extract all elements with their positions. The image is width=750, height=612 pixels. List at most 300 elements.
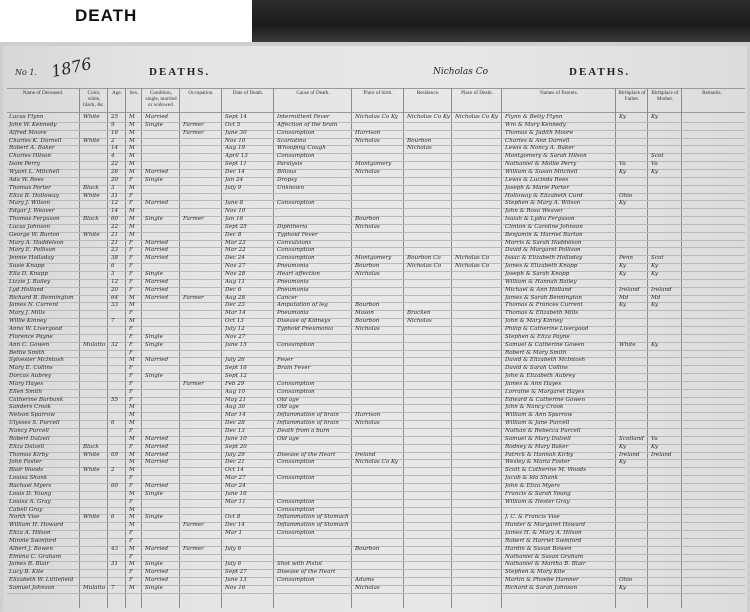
cell-place: Nicholas Co xyxy=(455,255,490,262)
cell-name: Mary E. Collins xyxy=(9,365,53,372)
cell-cond: Single xyxy=(145,561,163,568)
cell-sex: F xyxy=(129,176,133,183)
cell-fb: Ky xyxy=(619,459,626,466)
cell-mb: Ky xyxy=(651,168,658,175)
cell-name: Willie Kinney xyxy=(9,318,47,325)
cell-cause: Bilious xyxy=(277,168,297,175)
death-record-row xyxy=(7,185,745,193)
cell-name: John Foster xyxy=(9,459,42,466)
death-record-row xyxy=(7,499,745,507)
cell-cause: Pneumonia xyxy=(277,310,309,317)
cell-cause: Old age xyxy=(277,404,299,411)
cell-date: Mar 27 xyxy=(225,475,246,482)
death-record-row xyxy=(7,247,745,255)
cell-fb: Md xyxy=(619,294,629,301)
death-record-row xyxy=(7,365,745,373)
death-record-row xyxy=(7,279,745,287)
cell-birth: Nicholas xyxy=(355,585,380,591)
death-record-row xyxy=(7,436,745,444)
death-record-row xyxy=(7,232,745,240)
cell-date: Dec 28 xyxy=(225,420,245,427)
column-header: Birthplace of Father. xyxy=(618,90,646,102)
cell-sex: F xyxy=(129,577,133,584)
cell-sex: F xyxy=(129,373,133,380)
death-record-row xyxy=(7,302,745,310)
cell-parents: Lorraine & Margaret Hayes xyxy=(505,388,585,395)
cell-date: Sept 25 xyxy=(225,223,247,230)
death-record-row xyxy=(7,483,745,491)
cell-sex: M xyxy=(129,114,135,120)
cell-name: Isom Perry xyxy=(9,161,40,168)
cell-date: Oct 13 xyxy=(225,318,244,325)
cell-age: 2 xyxy=(111,467,115,474)
cell-cond: Single xyxy=(145,216,163,223)
cell-mb: Va xyxy=(651,161,658,168)
cell-name: John W. Kennedy xyxy=(9,121,57,128)
cell-name: Bettie Smith xyxy=(9,349,45,356)
cell-date: Dec 6 xyxy=(225,286,242,293)
cell-birth: Bourbon xyxy=(355,545,380,552)
cell-date: April 13 xyxy=(225,153,248,160)
cell-parents: Morris & Sarah Haddelson xyxy=(505,239,582,246)
cell-cond: Single xyxy=(145,176,163,183)
cell-cond: Single xyxy=(145,585,163,591)
county-name: Nicholas Co xyxy=(433,67,489,77)
cell-color: Mulatto xyxy=(83,585,106,591)
cell-parents: Nathaniel & Susan Graham xyxy=(505,553,584,560)
death-record-row xyxy=(7,381,745,389)
cell-date: Mar 24 xyxy=(225,482,246,489)
cell-name: Charles K. Darnell xyxy=(9,137,62,144)
death-record-row xyxy=(7,177,745,185)
cell-name: Elizabeth W. Littlefield xyxy=(9,577,74,584)
cell-cond: Married xyxy=(145,443,169,450)
cell-name: Susie Knapp xyxy=(9,263,45,270)
cell-date: July 6 xyxy=(225,545,242,552)
cell-sex: M xyxy=(129,585,135,591)
death-record-row xyxy=(7,373,745,381)
cell-sex: M xyxy=(129,184,135,191)
cell-cause: Old age xyxy=(277,396,299,403)
cell-age: 60 xyxy=(111,482,119,489)
cell-parents: Joseph & Sarah Knapp xyxy=(505,271,570,277)
death-record-row xyxy=(7,404,745,412)
death-record-row xyxy=(7,397,745,405)
cell-sex: M xyxy=(129,412,135,419)
cell-age: 26 xyxy=(111,168,119,175)
cell-date: Sept 27 xyxy=(225,569,247,576)
cell-parents: Richard & Sarah Johnson xyxy=(505,585,578,591)
cell-parents: Samuel & Catherine Gowen xyxy=(505,341,585,348)
cell-name: Edgar J. Weaver xyxy=(9,208,55,215)
cell-res: Bracken xyxy=(407,310,431,317)
cell-sex: M xyxy=(129,561,135,568)
cell-parents: Patrick & Hannah Kirby xyxy=(505,451,574,458)
cell-name: Dorcas Aubrey xyxy=(9,373,52,380)
cell-parents: Charles & Ann Darnell xyxy=(505,137,570,144)
death-record-row xyxy=(7,130,745,138)
cell-cause: Old age xyxy=(277,435,299,442)
cell-date: Dec 23 xyxy=(225,302,245,309)
cell-sex: F xyxy=(129,333,133,340)
cell-res: Bourbon Co xyxy=(407,255,441,262)
cell-date: Mar 14 xyxy=(225,412,246,419)
death-record-row xyxy=(7,271,745,279)
cell-cause: Inflammation of Stomach xyxy=(277,514,349,521)
cell-birth: Nicholas Co Ky xyxy=(355,459,398,466)
cell-cause: Dropsy xyxy=(277,176,298,183)
death-record-row xyxy=(7,507,745,515)
cell-cause: Pneumonia xyxy=(277,286,309,293)
cell-cause: Inflammation of brain xyxy=(277,412,339,419)
cell-cond: Single xyxy=(145,373,163,380)
cell-mb: Ky xyxy=(651,271,658,277)
cell-parents: Thomas & Elizabeth Mills xyxy=(505,310,579,317)
cell-sex: M xyxy=(129,318,135,325)
cell-parents: Stephen & Eliza Payne xyxy=(505,333,570,340)
cell-parents: Holloway & Elizabeth Curd xyxy=(505,192,583,199)
cell-cause: Consumption xyxy=(277,506,315,513)
death-record-row xyxy=(7,224,745,232)
cell-birth: Nicholas Co Ky xyxy=(355,114,398,120)
cell-parents: Joseph & Marie Porter xyxy=(505,184,569,191)
cell-fb: Scotland xyxy=(619,435,644,442)
cell-parents: Michael & Ann Holland xyxy=(505,286,572,293)
cell-parents: James H. & Mary A. Hilson xyxy=(505,530,582,537)
column-header: Age. xyxy=(112,90,122,96)
cell-name: James N. Current xyxy=(9,302,59,309)
cell-sex: M xyxy=(129,435,135,442)
column-header: Cause of Death. xyxy=(296,90,330,96)
cell-cause: Disease of Kidneys xyxy=(277,318,331,325)
cell-cond: Married xyxy=(145,239,169,246)
column-header: Occupation. xyxy=(188,90,214,96)
cell-date: Mar 1 xyxy=(225,530,243,537)
cell-occ: Farmer xyxy=(183,121,204,128)
death-record-row xyxy=(7,114,745,122)
cell-name: Lizzie J. Bailey xyxy=(9,278,51,285)
cell-name: Sanders Crook xyxy=(9,404,52,411)
cell-date: July 29 xyxy=(225,451,245,458)
cell-sex: F xyxy=(129,365,133,372)
cell-cond: Single xyxy=(145,490,163,497)
cell-date: July 6 xyxy=(225,561,242,568)
cell-name: Ann C. Gowen xyxy=(9,341,50,348)
cell-sex: F xyxy=(129,247,133,254)
cell-birth: Harrison xyxy=(355,412,381,419)
cell-age: 33 xyxy=(111,302,119,309)
page-title-left: DEATHS. xyxy=(149,66,211,78)
cell-sex: M xyxy=(129,490,135,497)
cell-date: July 26 xyxy=(225,357,245,364)
cell-sex: M xyxy=(129,459,135,466)
death-record-row xyxy=(7,389,745,397)
cell-sex: F xyxy=(129,263,133,270)
cell-cause: Consumption xyxy=(277,247,315,254)
cell-age: 12 xyxy=(111,200,119,207)
cell-cond: Single xyxy=(145,333,163,340)
cell-parents: William & Jane Purcell xyxy=(505,420,570,427)
cell-name: William H. Howard xyxy=(9,522,64,529)
cell-parents: John & Nancy Crook xyxy=(505,404,564,411)
cell-sex: M xyxy=(129,404,135,411)
cell-parents: William & Susan Mitchell xyxy=(505,168,578,175)
cell-date: Aug 11 xyxy=(225,278,246,285)
cell-sex: M xyxy=(129,294,135,301)
cell-mb: Md xyxy=(651,294,661,301)
column-header: Names of Parents. xyxy=(540,90,578,96)
column-header: Residence. xyxy=(416,90,440,96)
cell-fb: Ky xyxy=(619,200,626,207)
cell-parents: Montgomery & Sarah Hilson xyxy=(505,153,587,160)
cell-date: Nov 27 xyxy=(225,263,246,270)
cell-color: White xyxy=(83,514,100,521)
cell-occ: Farmer xyxy=(183,216,204,223)
cell-sex: M xyxy=(129,522,135,529)
cell-name: Samuel Johnson xyxy=(9,585,55,591)
cell-sex: F xyxy=(129,341,133,348)
cell-cause: Typhoid Pneumonia xyxy=(277,325,334,332)
cell-name: Mary A. Haddelson xyxy=(9,239,64,246)
cell-sex: M xyxy=(129,223,135,230)
cell-fb: Penn xyxy=(619,255,634,262)
page-title-right: DEATHS. xyxy=(569,66,631,78)
cell-cause: Death from a burn xyxy=(277,428,330,434)
cell-color: Black xyxy=(83,443,99,450)
cell-res: Nicholas xyxy=(407,318,432,325)
cell-birth: Mason xyxy=(355,310,374,317)
cell-name: Florence Payne xyxy=(9,333,53,340)
cell-date: Jan 24 xyxy=(225,176,244,183)
cell-age: 20 xyxy=(111,286,119,293)
cell-cond: Married xyxy=(145,294,169,301)
death-record-row xyxy=(7,561,745,569)
cell-date: June 8 xyxy=(225,200,244,207)
death-record-row xyxy=(7,240,745,248)
cell-cond: Married xyxy=(145,451,169,458)
death-record-row xyxy=(7,538,745,546)
death-record-row xyxy=(7,318,745,326)
cell-fb: Ky xyxy=(619,302,626,309)
row-rule xyxy=(7,593,745,594)
cell-sex: F xyxy=(129,271,133,277)
cell-cond: Married xyxy=(145,255,169,262)
cell-parents: David & Sarah Collins xyxy=(505,365,568,372)
cell-name: Ulysses S. Purcell xyxy=(9,420,60,427)
cell-birth: Nicholas xyxy=(355,137,380,144)
cell-parents: Flynn & Betty Flynn xyxy=(505,114,563,120)
cell-sex: F xyxy=(129,537,133,544)
cell-age: 4 xyxy=(111,153,115,160)
death-record-row xyxy=(7,475,745,483)
cell-birth: Montgomery xyxy=(355,255,392,262)
cell-sex: M xyxy=(129,216,135,223)
cell-sex: F xyxy=(129,475,133,482)
cell-name: Mary E. Pollison xyxy=(9,247,56,254)
cell-age: 23 xyxy=(111,247,119,254)
column-header: Date of Death. xyxy=(232,90,264,96)
cell-fb: Ohio xyxy=(619,192,633,199)
cell-cause: Consumption xyxy=(277,255,315,262)
cell-cause: Pneumonia xyxy=(277,263,309,270)
death-record-row xyxy=(7,342,745,350)
cell-name: Ada W. Rees xyxy=(9,176,44,183)
cell-age: 69 xyxy=(111,451,119,458)
cell-parents: Hardin & Susan Bowen xyxy=(505,545,572,552)
cell-name: Minnie Swinford xyxy=(9,537,57,544)
cell-date: Jan 16 xyxy=(225,216,244,223)
cell-name: Mary Hayes xyxy=(9,380,44,387)
cell-age: 6 xyxy=(111,514,115,521)
cell-sex: M xyxy=(129,231,135,238)
death-record-row xyxy=(7,412,745,420)
cell-color: White xyxy=(83,231,100,238)
cell-cond: Married xyxy=(145,435,169,442)
cell-age: 21 xyxy=(111,239,119,246)
cell-fb: Ky xyxy=(619,443,626,450)
cell-parents: John & Rosa Weaver xyxy=(505,208,563,215)
cell-cause: Consumption xyxy=(277,459,315,466)
death-record-row xyxy=(7,585,745,593)
cell-cause: Consumption xyxy=(277,341,315,348)
cell-cause: Consumption xyxy=(277,200,315,207)
cell-occ: Farmer xyxy=(183,380,204,387)
death-record-row xyxy=(7,200,745,208)
death-record-row xyxy=(7,350,745,358)
cell-sex: M xyxy=(129,302,135,309)
cell-sex: M xyxy=(129,545,135,552)
cell-date: May 21 xyxy=(225,396,247,403)
cell-cause: Diphtheria xyxy=(277,223,308,230)
cell-name: Mary J. Wilson xyxy=(9,200,51,207)
cell-name: Alfred Moore xyxy=(9,129,47,136)
cell-parents: Robert & Mary Smith xyxy=(505,349,567,356)
death-record-row xyxy=(7,546,745,554)
cell-birth: Bourbon xyxy=(355,302,380,309)
cell-age: 3 xyxy=(111,184,115,191)
death-record-row xyxy=(7,459,745,467)
cell-sex: F xyxy=(129,255,133,262)
cell-parents: Lewis & Nancy A. Baker xyxy=(505,145,575,152)
death-record-row xyxy=(7,577,745,585)
death-record-row xyxy=(7,357,745,365)
cell-birth: Ireland xyxy=(355,451,376,458)
cell-date: Dec 24 xyxy=(225,255,245,262)
death-record-row xyxy=(7,138,745,146)
cell-sex: F xyxy=(129,498,133,505)
cell-date: Oct 8 xyxy=(225,514,241,521)
cell-sex: M xyxy=(129,121,135,128)
cell-name: Nancy Purcell xyxy=(9,428,49,434)
death-record-row xyxy=(7,255,745,263)
cell-date: Dec 8 xyxy=(225,231,242,238)
death-record-row xyxy=(7,216,745,224)
cell-sex: M xyxy=(129,145,135,152)
cell-sex: M xyxy=(129,514,135,521)
cell-parents: James & Elizabeth Knapp xyxy=(505,263,578,270)
cell-color: White xyxy=(83,451,100,458)
cell-date: Sept 16 xyxy=(225,365,247,372)
cell-occ: Farmer xyxy=(183,522,204,529)
cell-birth: Nicholas xyxy=(355,223,380,230)
cell-name: Robert Dalzell xyxy=(9,435,50,442)
cell-cause: Disease of the Heart xyxy=(277,451,336,458)
cell-sex: F xyxy=(129,380,133,387)
death-record-row xyxy=(7,161,745,169)
cell-birth: Nicholas xyxy=(355,420,380,427)
cell-cond: Married xyxy=(145,247,169,254)
cell-date: June 15 xyxy=(225,341,247,348)
cell-sex: F xyxy=(129,325,133,332)
cell-parents: Philip & Catherine Livergood xyxy=(505,325,589,332)
death-record-row xyxy=(7,334,745,342)
cell-parents: Lewis & Lucinda Rees xyxy=(505,176,569,183)
cell-parents: Scott & Catherine M. Woods xyxy=(505,467,587,474)
cell-cause: Fever xyxy=(277,357,294,364)
cell-cause: Amputation of leg xyxy=(277,302,328,309)
cell-cause: Shot with Pistol xyxy=(277,561,322,568)
cell-age: 21 xyxy=(111,231,119,238)
cell-parents: Martin & Phoebe Hamner xyxy=(505,577,579,584)
cell-date: Dec 13 xyxy=(225,428,245,434)
death-record-row xyxy=(7,514,745,522)
cell-parents: Isaac & Elizabeth Holladay xyxy=(505,255,583,262)
cell-fb: Ky xyxy=(619,114,626,120)
cell-date: Feb 29 xyxy=(225,380,245,387)
cell-name: Richard B. Bennington xyxy=(9,294,74,301)
cell-cause: Heart affection xyxy=(277,271,320,277)
cell-name: North Vise xyxy=(9,514,40,521)
death-record-row xyxy=(7,452,745,460)
cell-color: White xyxy=(83,467,100,474)
cell-color: Mulatto xyxy=(83,341,106,348)
cell-parents: Stephen & Mary Kite xyxy=(505,569,566,576)
death-record-row xyxy=(7,420,745,428)
cell-date: Nov 16 xyxy=(225,585,246,591)
cell-name: Eliza Dalzell xyxy=(9,443,45,450)
cell-parents: Benjamin & Harriet Burton xyxy=(505,231,583,238)
cell-date: Nov 10 xyxy=(225,137,246,144)
cell-cause: Consumption xyxy=(277,498,315,505)
cell-cond: Married xyxy=(145,357,169,364)
cell-parents: Thomas & Judith Moore xyxy=(505,129,574,136)
cell-date: Oct 14 xyxy=(225,467,244,474)
cell-date: Mar 11 xyxy=(225,498,246,505)
scanned-register xyxy=(0,42,750,612)
death-record-row xyxy=(7,326,745,334)
cell-parents: J. C. & Francis Vise xyxy=(505,514,560,521)
cell-name: Robert A. Baker xyxy=(9,145,55,152)
death-record-row xyxy=(7,310,745,318)
cell-name: Lucas Johnson xyxy=(9,223,51,230)
cell-sex: M xyxy=(129,129,135,136)
cell-parents: Hunter & Margaret Howard xyxy=(505,522,586,529)
cell-sex: M xyxy=(129,208,135,215)
cell-parents: Jacob & Ida Shank xyxy=(505,475,558,482)
cell-birth: Bourbon xyxy=(355,318,380,325)
register-page xyxy=(3,46,747,612)
cell-cond: Single xyxy=(145,514,163,521)
cell-age: 22 xyxy=(111,161,119,168)
death-record-row xyxy=(7,208,745,216)
cell-date: Dec 14 xyxy=(225,168,245,175)
cell-name: Eliza A. Hilson xyxy=(9,530,51,537)
cell-mb: Ky xyxy=(651,114,658,120)
column-header: Color, white, black, &c. xyxy=(83,90,105,108)
cell-cause: Consumption xyxy=(277,530,315,537)
cell-color: Black xyxy=(83,184,99,191)
cell-sex: F xyxy=(129,192,133,199)
